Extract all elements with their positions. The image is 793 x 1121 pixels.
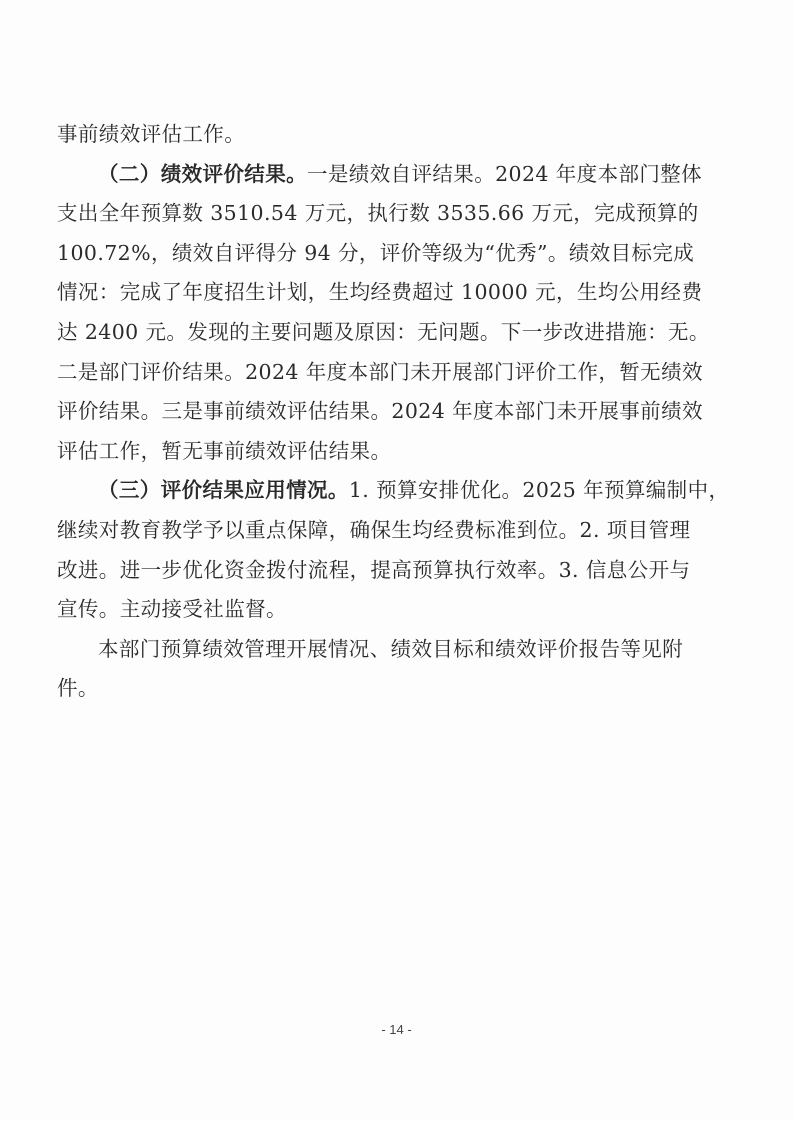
paragraph-line: 继续对教育教学予以重点保障，确保生均经费标准到位。2. 项目管理 — [57, 517, 691, 542]
paragraph-line: 改进。进一步优化资金拨付流程，提高预算执行效率。3. 信息公开与 — [57, 557, 691, 582]
body-text — [57, 115, 730, 709]
section-heading: （三）评价结果应用情况。 — [98, 478, 349, 503]
section-heading: （二）绩效评价结果。 — [98, 161, 307, 186]
paragraph-line: 100.72%，绩效自评得分 94 分，评价等级为“优秀”。绩效目标完成 — [57, 240, 695, 265]
paragraph-line: 评估工作，暂无事前绩效评估结果。 — [57, 438, 392, 463]
paragraph-line: 评价结果。三是事前绩效评估结果。2024 年度本部门未开展事前绩效 — [57, 399, 703, 424]
page-number: - 14 - — [381, 1022, 412, 1037]
paragraph-line: 二是部门评价结果。2024 年度本部门未开展部门评价工作，暂无绩效 — [57, 359, 703, 384]
paragraph-line: 事前绩效评估工作。 — [57, 122, 246, 146]
paragraph-line: 件。 — [57, 676, 99, 701]
paragraph-line: 宣传。主动接受社监督。 — [57, 597, 287, 622]
paragraph-text: 1. 预算安排优化。2025 年预算编制中， — [348, 478, 730, 503]
paragraph-line: 本部门预算绩效管理开展情况、绩效目标和绩效评价报告等见附 — [98, 636, 684, 661]
paragraph-line: 支出全年预算数 3510.54 万元，执行数 3535.66 万元，完成预算的 — [57, 201, 699, 226]
paragraph-line — [57, 155, 703, 195]
paragraph-line: 达 2400 元。发现的主要问题及原因：无问题。下一步改进措施：无。 — [57, 319, 710, 344]
paragraph-line: 情况：完成了年度招生计划，生均经费超过 10000 元，生均公用经费 — [57, 280, 703, 305]
paragraph-line — [57, 471, 730, 511]
paragraph-text: 一是绩效自评结果。2024 年度本部门整体 — [307, 161, 703, 186]
